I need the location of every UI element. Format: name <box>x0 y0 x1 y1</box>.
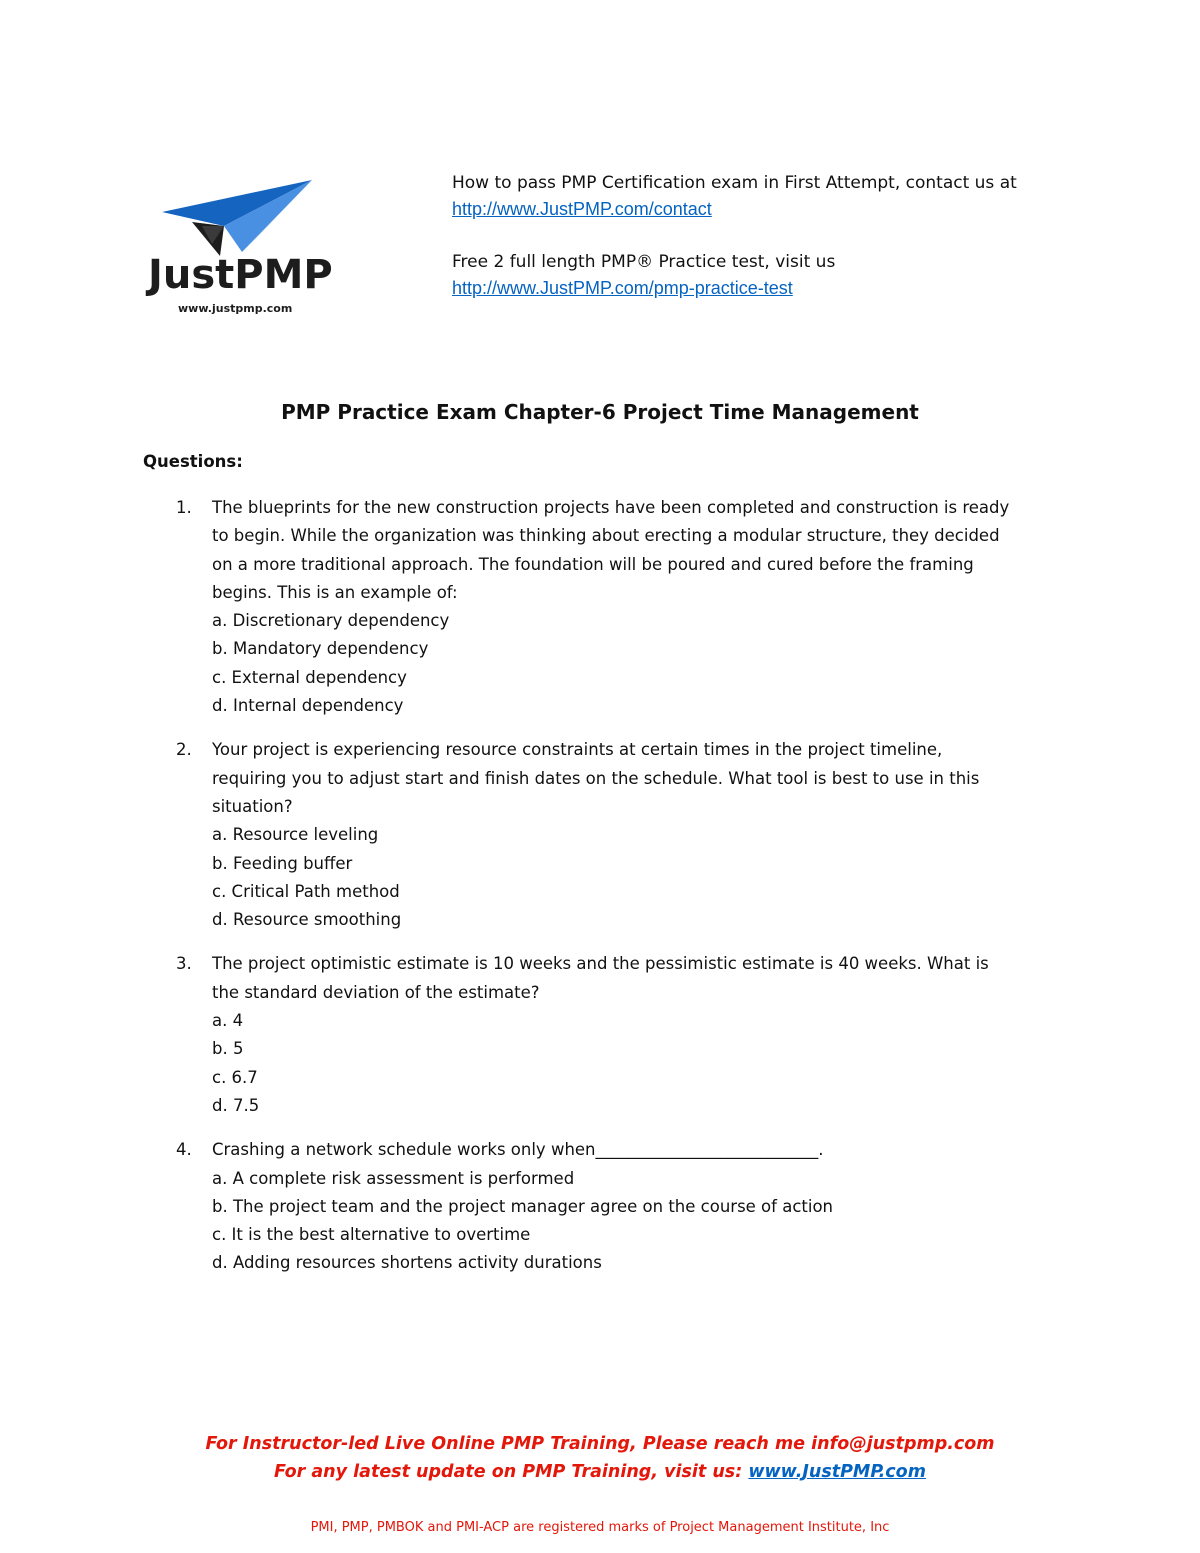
page-title: PMP Practice Exam Chapter-6 Project Time Management <box>281 400 919 424</box>
justpmp-logo <box>140 172 358 320</box>
footer-update-line <box>0 1462 1200 1482</box>
answer-option: c. It is the best alternative to overtime <box>212 1225 531 1245</box>
question-number: 4. <box>176 1140 192 1160</box>
answer-option: d. Internal dependency <box>212 696 404 716</box>
answer-option: d. 7.5 <box>212 1095 260 1115</box>
footer-website-link[interactable]: www.JustPMP.com <box>748 1462 926 1482</box>
paper-plane-icon <box>162 174 352 264</box>
question-text-line: begins. This is an example of: <box>212 582 458 602</box>
question-text-line: the standard deviation of the estimate? <box>212 982 540 1002</box>
question-text-line: requiring you to adjust start and finish dates on the schedule. What tool is best to use in this <box>212 768 980 788</box>
question-number: 3. <box>176 954 192 974</box>
question-text-line: Your project is experiencing resource constraints at certain times in the project timeline, <box>212 740 943 760</box>
question-item <box>143 1136 1083 1277</box>
practice-test-link[interactable]: http://www.JustPMP.com/pmp-practice-test <box>452 278 793 298</box>
answer-option: d. Adding resources shortens activity durations <box>212 1253 602 1273</box>
question-text-line: situation? <box>212 796 293 816</box>
question-text-line: on a more traditional approach. The foundation will be poured and cured before the framing <box>212 554 974 574</box>
answer-option: d. Resource smoothing <box>212 910 402 930</box>
question-text-line: to begin. While the organization was thinking about erecting a modular structure, they decided <box>212 526 1000 546</box>
header-contact-block <box>452 170 1152 302</box>
answer-option: b. The project team and the project manager agree on the course of action <box>212 1196 833 1216</box>
question-list <box>143 494 1083 1294</box>
footer-training-line: For Instructor-led Live Online PMP Training, Please reach me info@justpmp.com <box>205 1434 995 1454</box>
answer-option: c. External dependency <box>212 667 407 687</box>
header-line-2: Free 2 full length PMP® Practice test, visit us <box>452 252 836 272</box>
question-item <box>143 950 1083 1120</box>
answer-option: b. Mandatory dependency <box>212 639 429 659</box>
footer-update-text: For any latest update on PMP Training, visit us: <box>274 1462 749 1482</box>
questions-label: Questions: <box>143 452 243 471</box>
question-text-line: The project optimistic estimate is 10 weeks and the pessimistic estimate is 40 weeks. What is <box>212 954 989 974</box>
header-line-1: How to pass PMP Certification exam in First Attempt, contact us at <box>452 173 1017 193</box>
answer-option: c. Critical Path method <box>212 881 400 901</box>
answer-option: c. 6.7 <box>212 1067 258 1087</box>
trademark-notice: PMI, PMP, PMBOK and PMI-ACP are registered marks of Project Management Institute, Inc <box>310 1520 890 1535</box>
contact-link[interactable]: http://www.JustPMP.com/contact <box>452 199 712 219</box>
logo-url: www.justpmp.com <box>178 302 293 315</box>
answer-option: b. 5 <box>212 1039 244 1059</box>
question-number: 2. <box>176 740 192 760</box>
answer-option: a. Discretionary dependency <box>212 611 450 631</box>
question-text-line: Crashing a network schedule works only when___________________________. <box>212 1140 824 1160</box>
answer-option: b. Feeding buffer <box>212 853 353 873</box>
question-item <box>143 494 1083 720</box>
answer-option: a. Resource leveling <box>212 825 379 845</box>
question-text-line: The blueprints for the new construction projects have been completed and construction is ready <box>212 498 1010 517</box>
answer-option: a. A complete risk assessment is performed <box>212 1168 575 1188</box>
answer-option: a. 4 <box>212 1011 244 1031</box>
question-item <box>143 736 1083 934</box>
question-number: 1. <box>176 498 192 517</box>
logo-wordmark: JustPMP <box>148 252 333 298</box>
